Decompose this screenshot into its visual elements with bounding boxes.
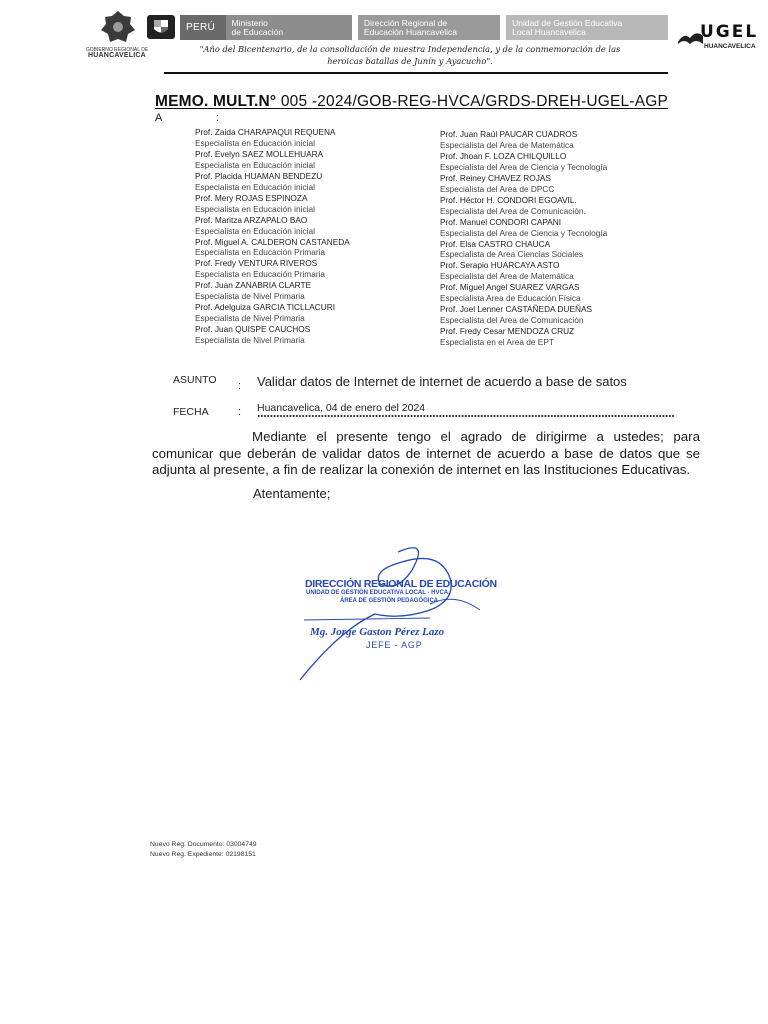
asunto-colon: : [238,380,242,392]
recipient-role: Especialista del Area de Comunicación. [440,205,586,216]
recipient-name: Prof. Zaida CHARAPAQUI REQUENA [195,127,336,137]
recipient-name: Prof. Héctor H. CONDORI EGOAVIL. [440,194,577,205]
recipients-colon: : [216,112,220,124]
fecha-colon: : [238,406,242,418]
recipient-role: Especialista de Nivel Primaria [195,291,305,302]
stamp-signer-title: JEFE - AGP [366,640,423,650]
recipient-name: Prof. Jhoan F. LOZA CHILQUILLO [440,150,567,161]
recipient-name: Prof. Miguel A. CALDERON CASTANEDA [195,236,350,247]
stamp-line-area: ÁREA DE GESTIÓN PEDAGÓGICA [340,598,439,604]
recipient-role: Especialista en Educación Primaria [195,269,326,280]
registry-expediente-number: Nuevo Reg. Expediente: 02198151 [150,851,256,858]
closing-salutation: Atentamente; [253,486,331,501]
official-stamp [280,540,510,690]
recipient-role: Especialista en Educación inicial [195,225,315,236]
ugel-subtitle: HUANCAVELICA [704,43,756,50]
asunto-label: ASUNTO [173,374,217,386]
government-brand-band [180,15,668,40]
recipient-role: Especialista de Area Ciencias Sociales [440,249,583,260]
recipient-name: Prof. Evelyn SAEZ MOLLEHUARA [195,148,324,159]
recipients-label: A [155,112,163,124]
gore-caption: GOBIERNO REGIONAL DE HUANCAVELICA [85,47,149,59]
asterisk-divider [257,414,675,420]
recipient-name: Prof. Juan Raúl PAUCAR CUADROS [440,129,578,139]
recipient-role: Especialista en el Area de EPT [440,337,554,348]
recipient-role: Especialista de Nivel Primaria [195,335,305,346]
recipient-role: Especialista en Educación inicial [195,181,315,192]
recipient-name: Prof. Elsa CASTRO CHAUCA [440,238,551,249]
stamp-signer-name: Mg. Jorge Gaston Pérez Lazo [310,626,445,638]
gobierno-regional-logo [86,10,148,62]
asunto-value: Validar datos de Internet de internet de acuerdo a base de satos [257,374,627,389]
registry-document-number: Nuevo Reg. Documento: 03004749 [150,841,257,848]
recipient-role: Especialista del Area de Ciencia y Tecnología [440,227,608,238]
recipient-name: Prof. Reiney CHAVEZ ROJAS [440,172,551,183]
ugel-wordmark: UGEL [700,22,759,42]
huancavelica-emblem-icon [100,10,136,44]
recipient-name: Prof. Juan QUISPE CAUCHOS [195,324,311,335]
year-motto: "Año del Bicentenario, de la consolidación de nuestra Independencia, y de la conmemoración de las heroicas batallas de Junín y Ayacucho". [199,44,621,66]
band-direccion-regional: Dirección Regional de Educación Huancavelica [358,15,500,40]
memo-body-paragraph: Mediante el presente tengo el agrado de dirigirme a ustedes; para comunicar que deberán de validar datos de internet de acuerdo a base de datos que se adjunta al presente, a fin de realizar la conexión de internet en las Instituciones Educativas. [152,429,700,478]
recipient-name: Prof. Placida HUAMAN BENDEZU [195,170,323,181]
recipient-name: Prof. Juan ZANABRIA CLARTE [195,280,312,291]
band-ministerio: Ministerio de Educación [226,15,352,40]
recipient-name: Prof. Mery ROJAS ESPINOZA [195,192,308,203]
memo-title: MEMO. MULT.N° 005 -2024/GOB-REG-HVCA/GRDS-DREH-UGEL-AGP [155,93,669,110]
stamp-line-direccion: DIRECCIÓN REGIONAL DE EDUCACIÓN [305,578,497,590]
peru-coat-of-arms-icon [146,14,176,40]
recipient-name: Prof. Joel Lenner CASTAÑEDA DUEÑAS [440,304,593,315]
signature-stroke-icon [280,540,510,690]
recipient-name: Prof. Maritza ARZAPALO BAO [195,214,308,225]
fecha-value: Huancavelica, 04 de enero del 2024 [257,402,426,414]
recipient-role: Especialista del Area de Ciencia y Tecnología [440,161,608,172]
recipient-name: Prof. Adelguiza GARCIA TICLLACURI [195,302,336,313]
recipient-role: Especialista en Educación inicial [195,159,315,170]
recipient-role: Especialista del Area de Comunicación [440,315,584,326]
recipient-name: Prof. Manuel CONDORI CAPANI [440,216,562,227]
recipient-name: Prof. Fredy Cesar MENDOZA CRUZ [440,326,575,337]
recipient-role: Especialista del Area de DPCC [440,183,555,194]
recipient-role: Especialista en Educación inicial [195,203,315,214]
recipient-role: Especialista Area de Educación Física [440,293,581,304]
recipient-role: Especialista del Area de Matemática [440,139,574,150]
recipient-role: Especialista en Educación inicial [195,137,315,148]
band-unidad-gestion: Unidad de Gestión Educativa Local Huancavelica [506,15,668,40]
recipient-role: Especialista en Educación Primaria [195,247,326,258]
recipient-role: Especialista del Area de Matemática [440,271,574,282]
registry-footer [150,840,257,860]
recipient-name: Prof. Serapio HUARCAYA ASTO [440,260,560,271]
ugel-logo [676,22,762,56]
recipient-name: Prof. Miguel Angel SUAREZ VARGAS [440,282,580,293]
recipient-name: Prof. Fredy VENTURA RIVEROS [195,258,318,269]
header-rule [164,72,668,74]
recipients-left-column [195,127,350,346]
fecha-label: FECHA [173,406,209,418]
band-peru: PERÚ [180,15,226,40]
recipients-right-column [440,129,607,348]
recipient-role: Especialista de Nivel Primaria [195,313,305,324]
stamp-line-ugel: UNIDAD DE GESTIÓN EDUCATIVA LOCAL - HVCA. [306,590,450,596]
